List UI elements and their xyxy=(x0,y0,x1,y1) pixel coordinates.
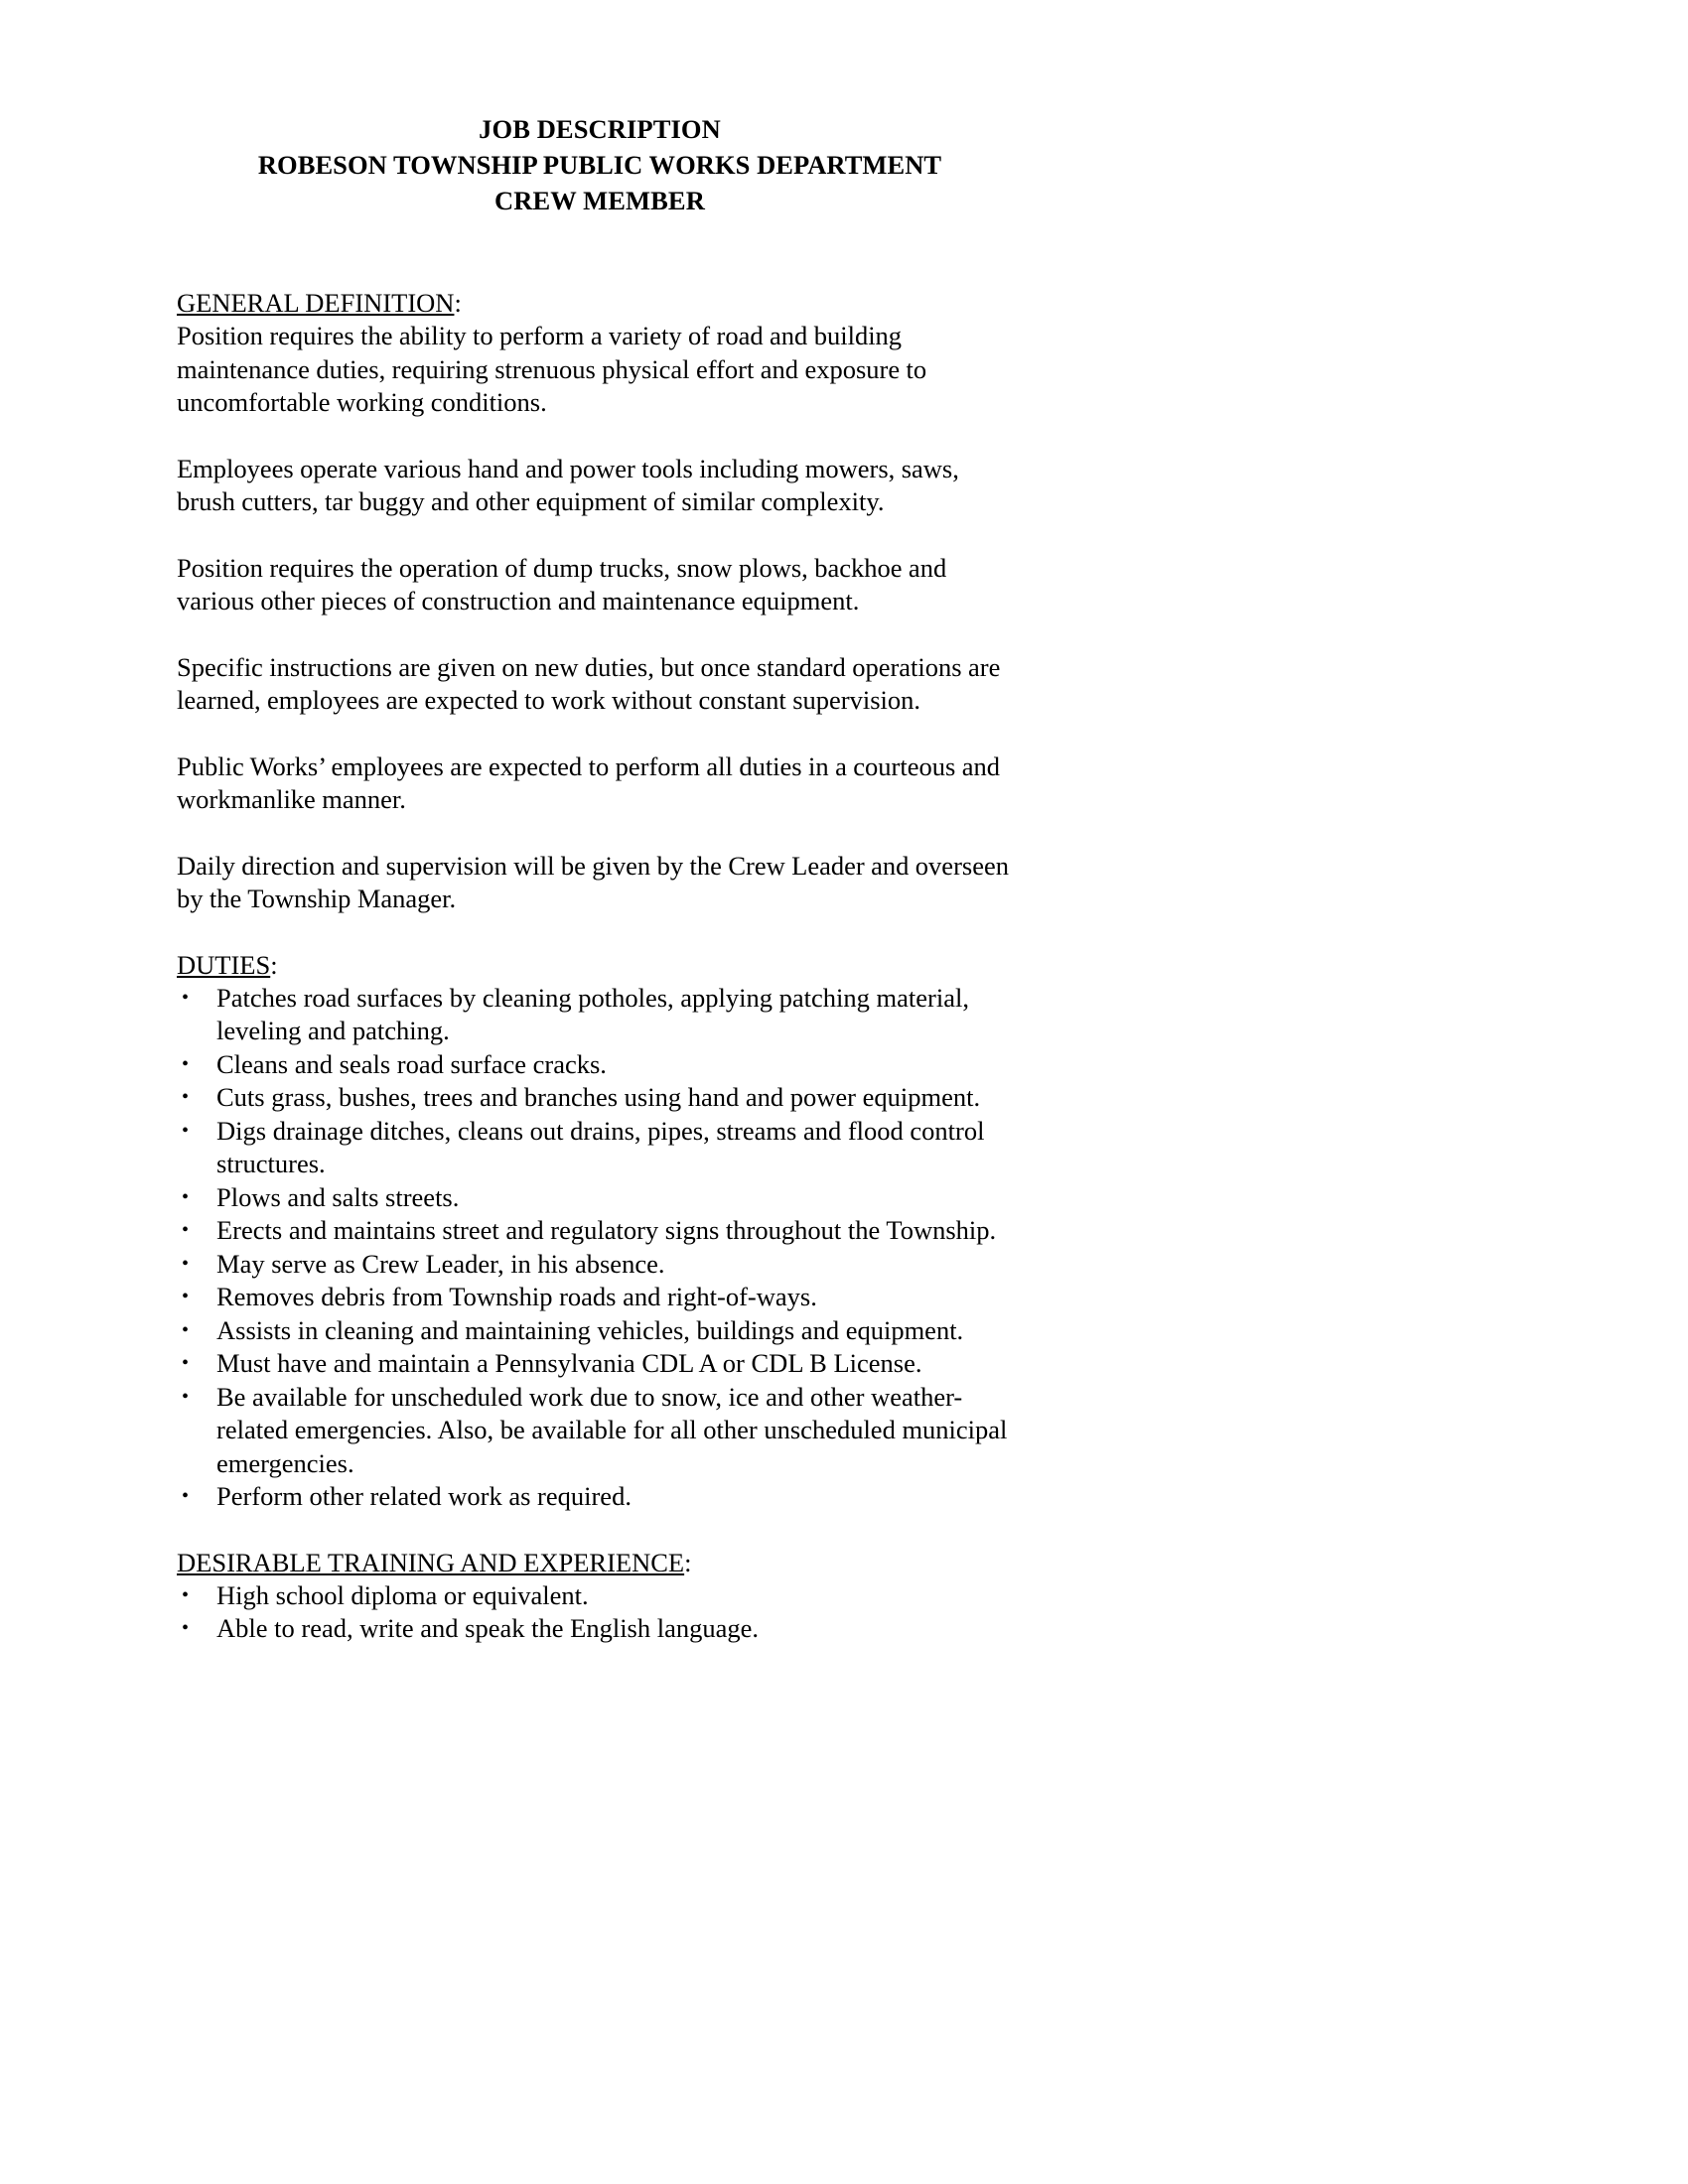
list-item xyxy=(177,1480,1023,1514)
title-line-1: JOB DESCRIPTION xyxy=(479,114,721,144)
section-heading-duties-label: DUTIES xyxy=(177,949,271,980)
list-item-text: Plows and salts streets. xyxy=(216,1181,460,1212)
list-item xyxy=(177,1579,1023,1613)
list-item xyxy=(177,1612,1023,1646)
section-heading-general-definition-label: GENERAL DEFINITION xyxy=(177,288,455,318)
title-line-3: CREW MEMBER xyxy=(494,186,705,215)
list-item-text: Perform other related work as required. xyxy=(216,1481,632,1511)
duties-list xyxy=(177,982,1023,1514)
bullet-icon: • xyxy=(182,1119,190,1142)
bullet-icon: • xyxy=(182,1219,190,1241)
spacer-p4 xyxy=(177,718,1023,751)
section-heading-duties-colon: : xyxy=(270,949,278,980)
list-item xyxy=(177,1214,1023,1248)
spacer-p3 xyxy=(177,618,1023,651)
list-item xyxy=(177,1081,1023,1115)
bullet-icon: • xyxy=(182,1318,190,1341)
bullet-icon: • xyxy=(182,1185,190,1208)
list-item xyxy=(177,1115,1023,1181)
section-heading-general-definition xyxy=(177,287,1023,320)
list-item xyxy=(177,1248,1023,1282)
paragraph-general-5: Public Works’ employees are expected to perform all duties in a courteous and workmanlike manner. xyxy=(177,751,1000,814)
desirable-training-list xyxy=(177,1579,1023,1646)
list-item xyxy=(177,1314,1023,1348)
spacer-before-desirable xyxy=(177,1514,1023,1547)
spacer-before-duties xyxy=(177,916,1023,949)
list-item-text: Digs drainage ditches, cleans out drains, pipes, streams and flood control structures. xyxy=(216,1115,985,1178)
list-item-text: Able to read, write and speak the English language. xyxy=(216,1613,760,1643)
section-heading-desirable-training xyxy=(177,1547,1023,1579)
spacer-p5 xyxy=(177,817,1023,850)
title-line-2: ROBESON TOWNSHIP PUBLIC WORKS DEPARTMENT xyxy=(257,150,942,180)
bullet-icon: • xyxy=(182,1385,190,1408)
list-item-text: High school diploma or equivalent. xyxy=(216,1579,589,1610)
list-item xyxy=(177,1347,1023,1381)
spacer-p1 xyxy=(177,420,1023,453)
paragraph-general-1: Position requires the ability to perform a variety of road and building maintenance duties, requiring strenuous physical effort and exposure to uncomfortable working conditions. xyxy=(177,321,927,417)
bullet-icon: • xyxy=(182,1583,190,1606)
list-item-text: Removes debris from Township roads and right-of-ways. xyxy=(216,1282,817,1311)
bullet-icon: • xyxy=(182,1617,190,1639)
document-body xyxy=(177,0,1023,1646)
spacer-after-title xyxy=(177,218,1023,254)
bullet-icon: • xyxy=(182,1252,190,1275)
section-heading-desirable-training-label: DESIRABLE TRAINING AND EXPERIENCE xyxy=(177,1547,685,1577)
paragraph-general-6: Daily direction and supervision will be given by the Crew Leader and overseen by the Township Manager. xyxy=(177,850,1009,913)
paragraph-general-4: Specific instructions are given on new duties, but once standard operations are learned, employees are expected to work without constant supervision. xyxy=(177,651,1001,715)
section-heading-general-definition-colon: : xyxy=(454,288,462,318)
bullet-icon: • xyxy=(182,1485,190,1507)
bullet-icon: • xyxy=(182,1286,190,1307)
list-item-text: Cuts grass, bushes, trees and branches using hand and power equipment. xyxy=(216,1082,981,1112)
list-item-text: Cleans and seals road surface cracks. xyxy=(216,1048,607,1079)
list-item xyxy=(177,1048,1023,1082)
list-item xyxy=(177,982,1023,1048)
list-item-text: May serve as Crew Leader, in his absence. xyxy=(216,1248,665,1279)
list-item-text: Be available for unscheduled work due to snow, ice and other weather-related emergencies. Also, be available for all other unscheduled municipal emergencies. xyxy=(216,1381,1008,1478)
paragraph-general-2: Employees operate various hand and power tools including mowers, saws, brush cutters, tar buggy and other equipment of similar complexity. xyxy=(177,453,959,516)
list-item-text: Erects and maintains street and regulatory signs throughout the Township. xyxy=(216,1215,997,1245)
spacer-after-title-2 xyxy=(177,254,1023,287)
list-item xyxy=(177,1181,1023,1215)
paragraph-general-3: Position requires the operation of dump trucks, snow plows, backhoe and various other pieces of construction and maintenance equipment. xyxy=(177,552,947,615)
list-item-text: Must have and maintain a Pennsylvania CDL A or CDL B License. xyxy=(216,1348,922,1378)
list-item xyxy=(177,1281,1023,1314)
spacer-p2 xyxy=(177,519,1023,552)
list-item-text: Assists in cleaning and maintaining vehicles, buildings and equipment. xyxy=(216,1314,964,1345)
section-heading-desirable-training-colon: : xyxy=(684,1547,692,1577)
bullet-icon: • xyxy=(182,1352,190,1374)
document-title-block xyxy=(177,0,1023,218)
bullet-icon: • xyxy=(182,1086,190,1108)
bullet-icon: • xyxy=(182,986,190,1009)
section-heading-duties xyxy=(177,949,1023,982)
list-item-text: Patches road surfaces by cleaning potholes, applying patching material, leveling and patching. xyxy=(216,982,969,1045)
list-item xyxy=(177,1381,1023,1481)
bullet-icon: • xyxy=(182,1052,190,1075)
